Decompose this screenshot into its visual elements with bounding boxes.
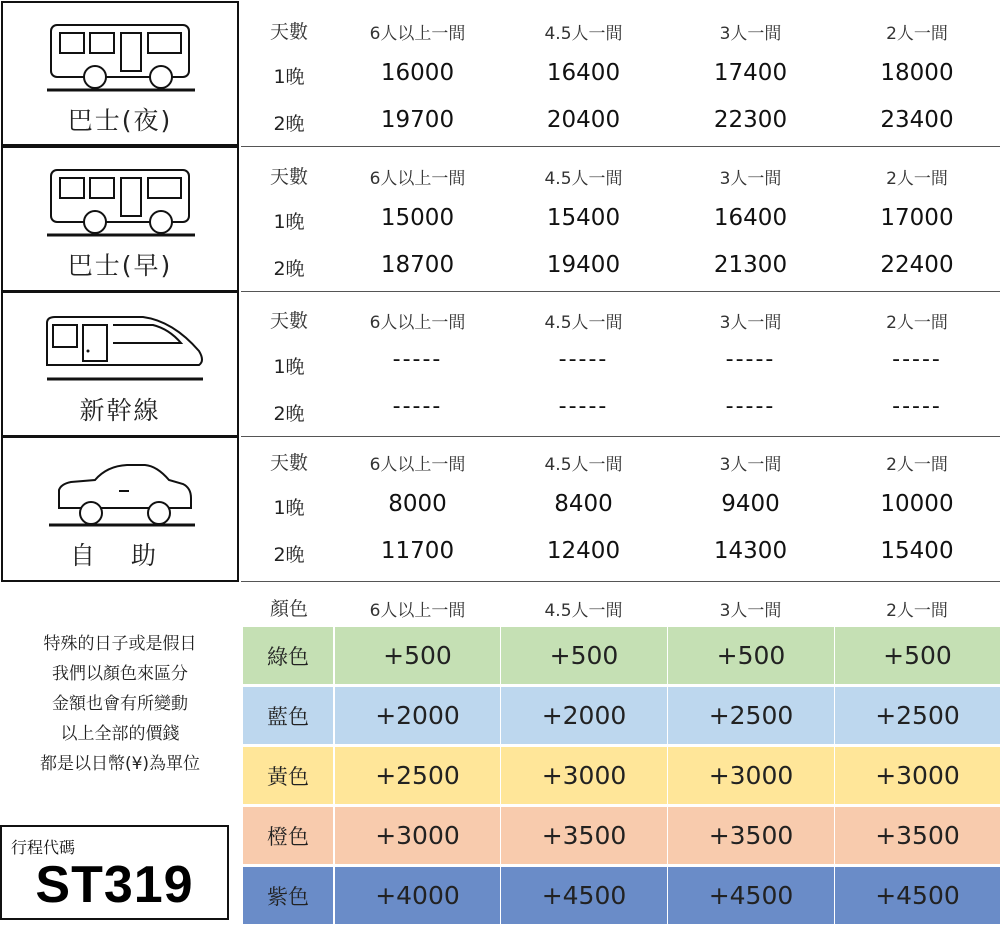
column-header: 3人一間 — [719, 455, 782, 475]
price-value: 11700 — [380, 538, 455, 564]
price-value: 8000 — [388, 491, 447, 517]
day-label: 2晚 — [273, 258, 305, 280]
section-label: 巴士(早) — [67, 251, 173, 280]
section-divider — [241, 436, 1000, 437]
price-value: 8400 — [554, 491, 613, 517]
days-header: 天數 — [269, 310, 308, 332]
surcharge-value: +4000 — [335, 867, 500, 924]
price-value: 14300 — [713, 538, 788, 564]
day-label: 1晚 — [273, 497, 305, 519]
price-value: 20400 — [546, 107, 621, 133]
section-label: 新幹線 — [79, 396, 161, 425]
column-header: 4.5人一間 — [544, 455, 623, 475]
color-row-label: 橙色 — [243, 807, 333, 864]
price-value: ----- — [558, 347, 609, 372]
price-value: 22400 — [880, 252, 954, 278]
surcharge-value: +3000 — [335, 807, 500, 864]
price-value: ----- — [892, 394, 942, 419]
color-row-label: 紫色 — [243, 867, 333, 924]
section-label: 巴士(夜) — [67, 106, 173, 135]
price-value: 22300 — [713, 107, 788, 133]
color-header: 顏色 — [269, 598, 308, 620]
price-value: 12400 — [546, 538, 621, 564]
days-header: 天數 — [269, 166, 308, 188]
surcharge-value: +3500 — [501, 807, 667, 864]
column-header: 2人一間 — [886, 455, 948, 475]
color-row-label: 黃色 — [243, 747, 333, 804]
column-header: 6人以上一間 — [369, 601, 466, 621]
day-label: 1晚 — [273, 211, 305, 233]
price-value: 16400 — [546, 60, 621, 86]
price-value: 9400 — [721, 491, 780, 517]
car-icon — [3, 438, 239, 538]
column-header: 3人一間 — [719, 313, 782, 333]
day-label: 2晚 — [273, 113, 305, 135]
note-line: 我們以顏色來區分 — [52, 664, 188, 684]
day-label: 2晚 — [273, 544, 305, 566]
trip-code-box — [0, 825, 229, 920]
surcharge-value: +2500 — [335, 747, 500, 804]
column-header: 3人一間 — [719, 169, 782, 189]
price-value: ----- — [558, 394, 609, 419]
section-icon-box-shinkansen — [1, 291, 239, 437]
column-header: 2人一間 — [886, 313, 948, 333]
surcharge-value: +3500 — [668, 807, 834, 864]
price-value: 15000 — [380, 205, 455, 231]
bus-icon — [3, 3, 239, 103]
price-value: ----- — [725, 347, 776, 372]
note-line: 以上全部的價錢 — [60, 724, 180, 744]
price-value: 16400 — [713, 205, 788, 231]
column-header: 2人一間 — [886, 24, 948, 44]
section-label: 自 助 — [70, 541, 170, 570]
price-value: 19400 — [546, 252, 621, 278]
section-divider — [241, 146, 1000, 147]
surcharge-value: +3500 — [835, 807, 1000, 864]
price-value: ----- — [725, 394, 776, 419]
price-value: 21300 — [713, 252, 788, 278]
note-line: 金額也會有所變動 — [52, 694, 188, 714]
note-line: 特殊的日子或是假日 — [43, 634, 197, 654]
day-label: 1晚 — [273, 356, 305, 378]
price-value: 16000 — [380, 60, 455, 86]
price-value: 18000 — [880, 60, 954, 86]
bullet-train-icon — [3, 293, 239, 393]
price-value: 15400 — [546, 205, 621, 231]
section-divider — [241, 581, 1000, 582]
column-header: 6人以上一間 — [369, 169, 466, 189]
surcharge-value: +2000 — [335, 687, 500, 744]
price-value: ----- — [392, 394, 443, 419]
section-icon-box-bus-night — [1, 1, 239, 146]
days-header: 天數 — [269, 452, 308, 474]
column-header: 4.5人一間 — [544, 313, 623, 333]
section-icon-box-self — [1, 436, 239, 582]
price-value: 19700 — [380, 107, 455, 133]
surcharge-value: +4500 — [501, 867, 667, 924]
surcharge-value: +2500 — [835, 687, 1000, 744]
day-label: 2晚 — [273, 403, 305, 425]
price-value: ----- — [392, 347, 443, 372]
trip-code-label: 行程代碼 — [11, 838, 76, 857]
column-header: 6人以上一間 — [369, 313, 466, 333]
price-value: ----- — [892, 347, 942, 372]
surcharge-value: +3000 — [835, 747, 1000, 804]
surcharge-value: +4500 — [668, 867, 834, 924]
section-icon-box-bus-morning — [1, 146, 239, 292]
column-header: 4.5人一間 — [544, 169, 623, 189]
color-row-label: 綠色 — [243, 627, 333, 684]
surcharge-value: +3000 — [501, 747, 667, 804]
price-value: 10000 — [880, 491, 954, 517]
column-header: 6人以上一間 — [369, 455, 466, 475]
price-value: 17400 — [713, 60, 788, 86]
note-line: 都是以日幣(¥)為單位 — [39, 754, 201, 774]
surcharge-value: +500 — [335, 627, 500, 684]
column-header: 4.5人一間 — [544, 24, 623, 44]
surcharge-value: +500 — [835, 627, 1000, 684]
price-value: 23400 — [880, 107, 954, 133]
column-header: 3人一間 — [719, 601, 782, 621]
price-value: 15400 — [880, 538, 954, 564]
surcharge-value: +4500 — [835, 867, 1000, 924]
price-value: 18700 — [380, 252, 455, 278]
day-label: 1晚 — [273, 66, 305, 88]
column-header: 6人以上一間 — [369, 24, 466, 44]
column-header: 2人一間 — [886, 601, 948, 621]
surcharge-value: +500 — [501, 627, 667, 684]
surcharge-value: +2000 — [501, 687, 667, 744]
column-header: 3人一間 — [719, 24, 782, 44]
color-row-label: 藍色 — [243, 687, 333, 744]
trip-code-value: ST319 — [35, 856, 194, 914]
section-divider — [241, 291, 1000, 292]
column-header: 4.5人一間 — [544, 601, 623, 621]
surcharge-value: +3000 — [668, 747, 834, 804]
bus-icon — [3, 148, 239, 248]
days-header: 天數 — [269, 21, 308, 43]
surcharge-value: +500 — [668, 627, 834, 684]
column-header: 2人一間 — [886, 169, 948, 189]
price-value: 17000 — [880, 205, 954, 231]
surcharge-value: +2500 — [668, 687, 834, 744]
